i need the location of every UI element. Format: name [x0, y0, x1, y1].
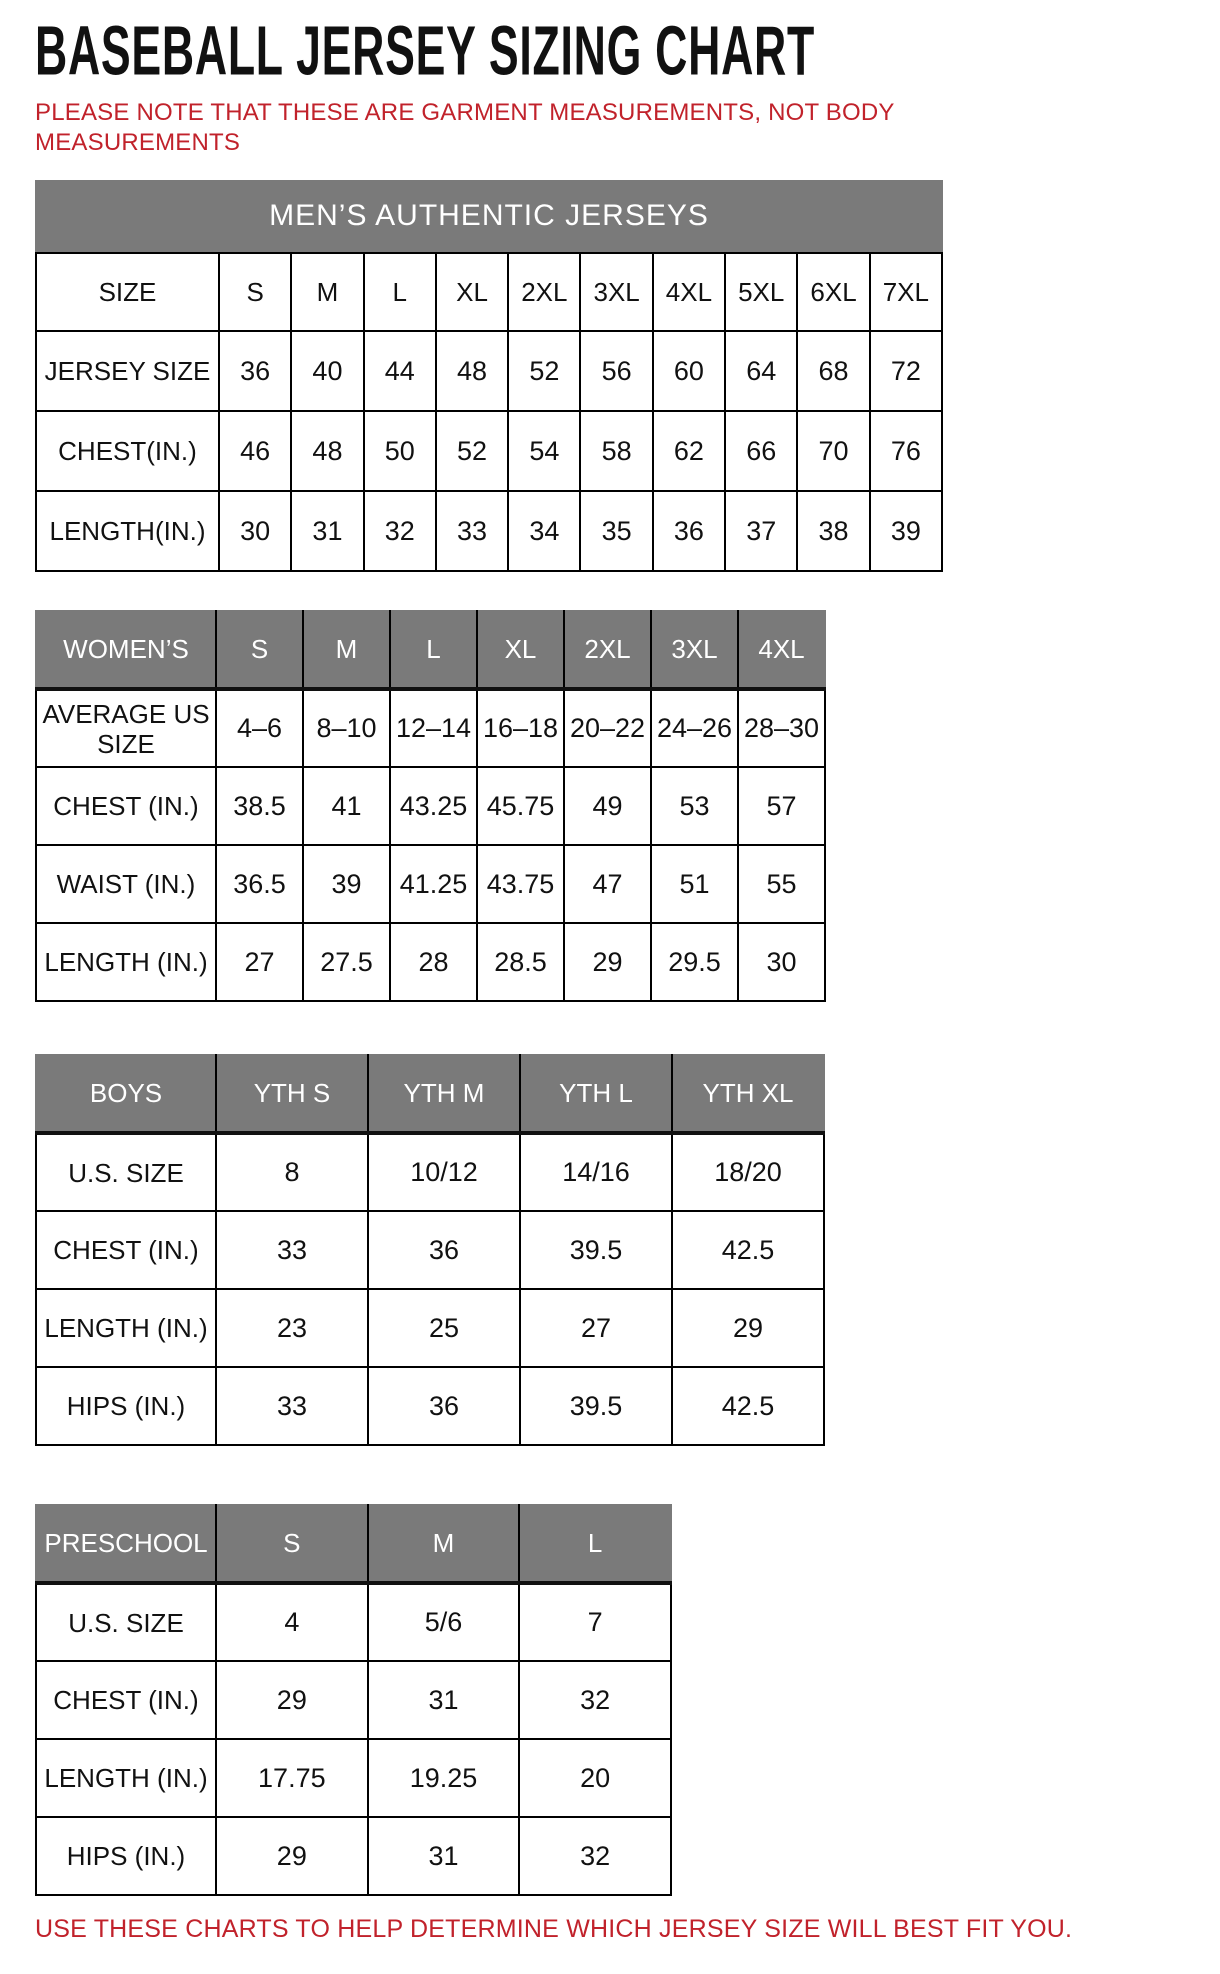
- column-header: S: [219, 253, 291, 331]
- size-value: 14/16: [520, 1133, 672, 1211]
- boys-table-section: [35, 1054, 1220, 1446]
- size-value: 56: [580, 331, 652, 411]
- row-label: LENGTH (IN.): [36, 1739, 216, 1817]
- size-value: 4–6: [216, 689, 303, 767]
- size-value: 17.75: [216, 1739, 368, 1817]
- column-header: 4XL: [653, 253, 725, 331]
- size-value: 16–18: [477, 689, 564, 767]
- size-value: 55: [738, 845, 825, 923]
- table-row: [36, 1211, 824, 1289]
- table-row: [36, 1739, 671, 1817]
- column-header: 4XL: [738, 611, 825, 689]
- row-group-header: WOMEN’S: [36, 611, 216, 689]
- size-value: 64: [725, 331, 797, 411]
- size-value: 31: [368, 1817, 520, 1895]
- table-row: [36, 1367, 824, 1445]
- column-header: 3XL: [651, 611, 738, 689]
- column-header: YTH S: [216, 1055, 368, 1133]
- size-value: 25: [368, 1289, 520, 1367]
- row-label: JERSEY SIZE: [36, 331, 219, 411]
- row-label: CHEST (IN.): [36, 1661, 216, 1739]
- page-title-text: BASEBALL JERSEY SIZING CHART: [35, 13, 815, 91]
- column-header: L: [364, 253, 436, 331]
- size-value: 32: [364, 491, 436, 571]
- size-value: 45.75: [477, 767, 564, 845]
- size-value: 8: [216, 1133, 368, 1211]
- size-value: 62: [653, 411, 725, 491]
- column-header: YTH XL: [672, 1055, 824, 1133]
- header-row: [36, 253, 942, 331]
- size-value: 51: [651, 845, 738, 923]
- row-label: HIPS (IN.): [36, 1367, 216, 1445]
- table-row: [36, 1289, 824, 1367]
- column-header: L: [519, 1505, 671, 1583]
- column-header: 2XL: [508, 253, 580, 331]
- size-value: 43.25: [390, 767, 477, 845]
- womens-sizing-table: [35, 610, 826, 1002]
- size-value: 57: [738, 767, 825, 845]
- column-header: S: [216, 611, 303, 689]
- table-row: [36, 1133, 824, 1211]
- size-value: 46: [219, 411, 291, 491]
- column-header: M: [303, 611, 390, 689]
- size-value: 41: [303, 767, 390, 845]
- preschool-sizing-table: [35, 1504, 672, 1896]
- size-value: 36.5: [216, 845, 303, 923]
- size-value: 44: [364, 331, 436, 411]
- size-value: 39: [870, 491, 942, 571]
- size-value: 39: [303, 845, 390, 923]
- size-value: 29: [216, 1661, 368, 1739]
- size-value: 19.25: [368, 1739, 520, 1817]
- column-header: 2XL: [564, 611, 651, 689]
- table-row: [36, 491, 942, 571]
- size-value: 29: [564, 923, 651, 1001]
- column-header: YTH L: [520, 1055, 672, 1133]
- size-value: 34: [508, 491, 580, 571]
- mens-sizing-table: [35, 252, 943, 572]
- size-value: 33: [216, 1367, 368, 1445]
- size-value: 29.5: [651, 923, 738, 1001]
- size-value: 10/12: [368, 1133, 520, 1211]
- size-value: 35: [580, 491, 652, 571]
- size-value: 76: [870, 411, 942, 491]
- size-value: 39.5: [520, 1367, 672, 1445]
- size-value: 31: [291, 491, 363, 571]
- size-value: 30: [219, 491, 291, 571]
- column-header: 6XL: [797, 253, 869, 331]
- size-value: 66: [725, 411, 797, 491]
- table-row: [36, 1661, 671, 1739]
- size-value: 33: [216, 1211, 368, 1289]
- column-header: M: [368, 1505, 520, 1583]
- row-label: U.S. SIZE: [36, 1583, 216, 1661]
- size-value: 53: [651, 767, 738, 845]
- size-value: 33: [436, 491, 508, 571]
- boys-sizing-table: [35, 1054, 825, 1446]
- size-value: 18/20: [672, 1133, 824, 1211]
- size-value: 58: [580, 411, 652, 491]
- table-row: [36, 923, 825, 1001]
- row-group-header: BOYS: [36, 1055, 216, 1133]
- size-value: 41.25: [390, 845, 477, 923]
- row-label: LENGTH(IN.): [36, 491, 219, 571]
- column-header: 5XL: [725, 253, 797, 331]
- garment-measurements-note: PLEASE NOTE THAT THESE ARE GARMENT MEASUREMENTS, NOT BODY MEASUREMENTS: [35, 99, 895, 156]
- size-value: 29: [672, 1289, 824, 1367]
- size-value: 12–14: [390, 689, 477, 767]
- row-label: LENGTH (IN.): [36, 1289, 216, 1367]
- size-value: 7: [519, 1583, 671, 1661]
- row-label: CHEST(IN.): [36, 411, 219, 491]
- table-row: [36, 411, 942, 491]
- size-value: 27: [520, 1289, 672, 1367]
- womens-table-section: [35, 610, 1220, 1002]
- size-value: 4: [216, 1583, 368, 1661]
- size-value: 8–10: [303, 689, 390, 767]
- row-label: CHEST (IN.): [36, 1211, 216, 1289]
- size-value: 31: [368, 1661, 520, 1739]
- row-label: U.S. SIZE: [36, 1133, 216, 1211]
- page-title: [35, 13, 1220, 91]
- size-value: 30: [738, 923, 825, 1001]
- fit-help-note: USE THESE CHARTS TO HELP DETERMINE WHICH JERSEY SIZE WILL BEST FIT YOU.: [35, 1915, 1073, 1943]
- row-label: WAIST (IN.): [36, 845, 216, 923]
- size-value: 48: [291, 411, 363, 491]
- mens-table-section: [35, 180, 1220, 572]
- column-header: S: [216, 1505, 368, 1583]
- preschool-table-section: [35, 1504, 1220, 1896]
- size-value: 54: [508, 411, 580, 491]
- column-header: L: [390, 611, 477, 689]
- column-header: M: [291, 253, 363, 331]
- size-value: 43.75: [477, 845, 564, 923]
- row-label: HIPS (IN.): [36, 1817, 216, 1895]
- row-label: CHEST (IN.): [36, 767, 216, 845]
- row-label: AVERAGE US SIZE: [36, 689, 216, 767]
- size-value: 20: [519, 1739, 671, 1817]
- mens-table-banner: MEN’S AUTHENTIC JERSEYS: [35, 180, 943, 252]
- size-value: 38.5: [216, 767, 303, 845]
- size-value: 50: [364, 411, 436, 491]
- column-header: YTH M: [368, 1055, 520, 1133]
- size-value: 29: [216, 1817, 368, 1895]
- size-value: 27: [216, 923, 303, 1001]
- sizing-chart-page: [35, 13, 1220, 1944]
- size-value: 42.5: [672, 1367, 824, 1445]
- size-value: 27.5: [303, 923, 390, 1001]
- size-value: 28.5: [477, 923, 564, 1001]
- table-row: [36, 845, 825, 923]
- size-value: 20–22: [564, 689, 651, 767]
- size-value: 47: [564, 845, 651, 923]
- column-header: XL: [436, 253, 508, 331]
- table-row: [36, 1583, 671, 1661]
- size-value: 28–30: [738, 689, 825, 767]
- size-value: 36: [219, 331, 291, 411]
- size-value: 23: [216, 1289, 368, 1367]
- size-value: 42.5: [672, 1211, 824, 1289]
- row-label: LENGTH (IN.): [36, 923, 216, 1001]
- size-value: 28: [390, 923, 477, 1001]
- row-group-header: SIZE: [36, 253, 219, 331]
- column-header: 7XL: [870, 253, 942, 331]
- size-value: 60: [653, 331, 725, 411]
- table-row: [36, 1817, 671, 1895]
- size-value: 5/6: [368, 1583, 520, 1661]
- size-value: 39.5: [520, 1211, 672, 1289]
- size-value: 24–26: [651, 689, 738, 767]
- column-header: 3XL: [580, 253, 652, 331]
- size-value: 32: [519, 1817, 671, 1895]
- header-row: [36, 1505, 671, 1583]
- column-header: XL: [477, 611, 564, 689]
- size-value: 68: [797, 331, 869, 411]
- size-value: 52: [508, 331, 580, 411]
- size-value: 52: [436, 411, 508, 491]
- row-group-header: PRESCHOOL: [36, 1505, 216, 1583]
- size-value: 72: [870, 331, 942, 411]
- size-value: 37: [725, 491, 797, 571]
- table-row: [36, 767, 825, 845]
- header-row: [36, 1055, 824, 1133]
- size-value: 36: [368, 1367, 520, 1445]
- size-value: 48: [436, 331, 508, 411]
- header-row: [36, 611, 825, 689]
- table-row: [36, 331, 942, 411]
- size-value: 36: [653, 491, 725, 571]
- size-value: 70: [797, 411, 869, 491]
- size-value: 38: [797, 491, 869, 571]
- size-value: 40: [291, 331, 363, 411]
- table-row: [36, 689, 825, 767]
- size-value: 36: [368, 1211, 520, 1289]
- size-value: 32: [519, 1661, 671, 1739]
- size-value: 49: [564, 767, 651, 845]
